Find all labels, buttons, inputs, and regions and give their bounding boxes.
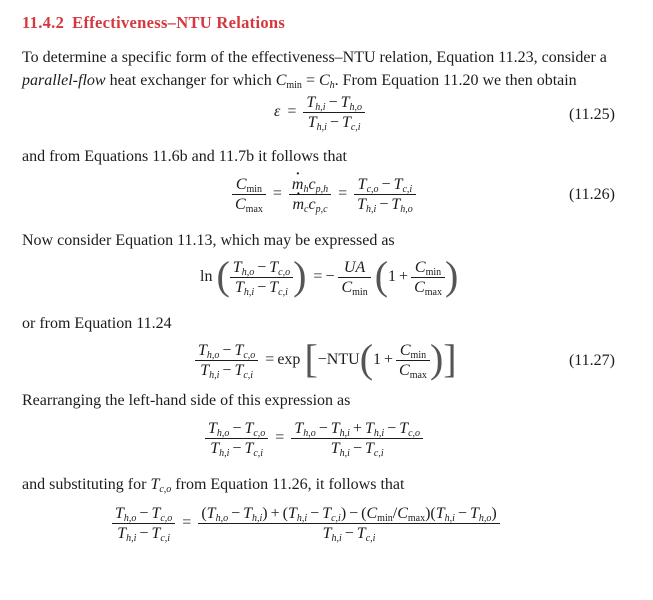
t-symbol: T (357, 176, 367, 193)
equals-sign: = (287, 103, 297, 121)
denominator (291, 439, 423, 458)
subscript: min (410, 350, 427, 361)
t-symbol: T (307, 114, 317, 131)
t-symbol: T (294, 420, 304, 437)
numerator (411, 258, 445, 278)
capacity-ratio-fraction (232, 175, 266, 214)
subscript: c,o (159, 484, 172, 495)
plus-sign: + (384, 351, 394, 369)
t-symbol: T (330, 420, 340, 437)
numerator (354, 175, 416, 195)
subscript: h,o (349, 102, 362, 113)
one: 1 (388, 268, 397, 286)
subscript: c,i (365, 533, 376, 544)
minus-sign: − (139, 525, 149, 542)
numerator (396, 341, 430, 361)
t-symbol: T (322, 525, 332, 542)
right-paren: ) (340, 505, 347, 522)
equals-sign: = (272, 185, 282, 203)
denominator (112, 524, 175, 543)
subscript: h,i (126, 533, 137, 544)
subscript: c,o (160, 513, 173, 524)
right-paren: ) (491, 505, 497, 522)
subscript: c,i (402, 184, 413, 195)
left-paren: ( (361, 505, 367, 522)
c-min-symbol: C (275, 72, 287, 89)
t-symbol: T (210, 440, 220, 457)
subscript: c,i (243, 370, 254, 381)
c-min-subscript: min (286, 80, 302, 91)
numerator (289, 175, 331, 195)
paragraph-intro (22, 46, 607, 92)
subscript: c,i (373, 448, 384, 459)
c-symbol: C (235, 176, 247, 193)
denominator (232, 195, 266, 214)
ua-symbol: UA (343, 259, 366, 276)
t-symbol: T (269, 259, 279, 276)
m-dot-symbol: · m (292, 176, 304, 193)
numerator (232, 175, 266, 195)
fraction (303, 93, 365, 132)
paragraph-equations-6b-7b: and from Equations 11.6b and 11.7b it follows that (22, 148, 347, 165)
c-symbol: c (308, 176, 316, 193)
subscript: c,o (408, 428, 421, 439)
subscript: h,i (315, 102, 326, 113)
minus-sign: − (352, 440, 362, 457)
temperature-fraction (354, 175, 416, 214)
intro-line-1: To determine a specific form of the effectiveness–NTU relation, Equation 11.23, consider a (22, 49, 607, 66)
left-paren: ( (216, 252, 230, 298)
subscript: c,o (366, 184, 379, 195)
right-paren: ) (262, 505, 268, 522)
right-bracket: ] (443, 335, 457, 381)
t-symbol: T (198, 342, 207, 359)
paragraph-rearranging: Rearranging the left-hand side of this expression as (22, 392, 351, 409)
t-symbol: T (435, 505, 445, 522)
subscript: max (424, 287, 442, 298)
temperature-ratio-fraction (230, 258, 293, 297)
one: 1 (373, 351, 382, 369)
minus-sign: − (457, 505, 467, 522)
c-symbol: c (308, 196, 316, 213)
c-symbol: C (235, 196, 246, 213)
subscript: min (425, 267, 442, 278)
m-dot-symbol: · m (292, 196, 304, 213)
t-symbol: T (340, 94, 350, 111)
t-symbol: T (206, 505, 216, 522)
numerator (303, 93, 365, 113)
subscript: h,i (366, 204, 377, 215)
t-symbol: T (234, 342, 244, 359)
subscript: h,o (216, 428, 230, 439)
temperature-ratio-fraction (112, 504, 175, 543)
equation-number-11-26: (11.26) (568, 186, 615, 203)
subscript: h,i (296, 513, 308, 524)
parallel-flow-term: parallel-flow (22, 72, 106, 89)
right-paren: ) (293, 252, 307, 298)
subscript: h,i (219, 448, 230, 459)
equals-sign: = (182, 514, 192, 532)
subscript: c,o (253, 428, 266, 439)
minus-sign: − (257, 259, 267, 276)
t-symbol: T (330, 440, 340, 457)
capacity-ratio-fraction (396, 341, 430, 380)
plus-sign: + (270, 505, 280, 522)
left-paren: ( (201, 505, 207, 522)
subscript: h,o (215, 513, 229, 524)
minus-sign: − (381, 176, 391, 193)
plus-sign: + (352, 420, 362, 437)
intro-text-end: . From Equation 11.20 we then obtain (334, 72, 577, 89)
c-symbol: C (366, 505, 378, 522)
intro-text: heat exchanger for which (105, 72, 276, 89)
t-symbol: T (150, 476, 160, 493)
t-symbol: T (469, 505, 479, 522)
subscript: h,i (339, 448, 350, 459)
left-paren: ( (374, 252, 389, 298)
c-symbol: C (414, 279, 425, 296)
equals-sign: = (313, 268, 323, 286)
denominator (303, 113, 365, 132)
subscript: h,o (478, 513, 492, 524)
subscript: h,o (400, 204, 413, 215)
subscript: h,o (241, 267, 255, 278)
t-symbol: T (235, 279, 244, 296)
subscript: h,i (339, 428, 350, 439)
subscript: c,i (253, 448, 264, 459)
c-h-symbol: C (318, 72, 330, 89)
t-symbol: T (117, 525, 127, 542)
equation-11-27 (195, 335, 457, 381)
t-symbol: T (269, 279, 279, 296)
t-symbol: T (151, 525, 161, 542)
temperature-ratio-fraction (195, 341, 258, 380)
ntu-symbol: NTU (326, 351, 360, 369)
equation-number-11-25: (11.25) (568, 106, 615, 123)
denominator (354, 195, 416, 214)
subscript: c,o (278, 267, 291, 278)
equals-sign: = (338, 185, 348, 203)
minus-sign: − (349, 505, 359, 522)
t-symbol: T (364, 440, 374, 457)
subscript: c (304, 204, 309, 215)
subscript: h,o (206, 350, 220, 361)
left-paren: ( (359, 335, 374, 381)
subscript: c,i (160, 533, 171, 544)
section-heading (22, 13, 285, 33)
t-symbol: T (115, 505, 124, 522)
subscript: min (246, 184, 263, 195)
equals-sign: = (265, 351, 275, 369)
t-symbol: T (234, 362, 244, 379)
left-paren: ( (282, 505, 288, 522)
subscript: c,o (243, 350, 256, 361)
subscript: h (303, 184, 309, 195)
section-number: 11.4.2 (22, 13, 65, 32)
mass-flow-fraction (289, 175, 331, 214)
ln-operator: ln (200, 268, 213, 286)
numerator (338, 258, 370, 278)
numerator (205, 419, 268, 439)
minus-sign: − (329, 114, 339, 131)
intro-line-2 (22, 69, 607, 92)
denominator (411, 278, 445, 297)
paragraph-substituting (22, 473, 404, 496)
t-symbol: T (232, 259, 242, 276)
subscript: p,c (315, 204, 328, 215)
subscript: min (377, 513, 393, 524)
t-symbol: T (393, 176, 403, 193)
equation-number-11-27: (11.27) (568, 352, 615, 369)
equals-sign: = (275, 429, 285, 447)
minus-sign: − (231, 505, 241, 522)
subscript: h,i (252, 513, 263, 524)
t-symbol: T (322, 505, 332, 522)
denominator (230, 278, 293, 297)
numerator (198, 504, 499, 524)
subscript: c,i (278, 287, 288, 298)
subscript: min (352, 287, 368, 298)
paragraph-equation-11-24: or from Equation 11.24 (22, 315, 172, 332)
right-paren: ) (425, 505, 431, 522)
subscript: h,o (303, 428, 316, 439)
t-symbol: T (391, 196, 401, 213)
subscript: max (409, 370, 427, 381)
minus-sign: − (232, 420, 242, 437)
equation-log-form (200, 252, 459, 298)
minus-sign: − (328, 94, 338, 111)
denominator (289, 195, 331, 214)
expanded-fraction (291, 419, 423, 458)
right-paren: ) (444, 252, 459, 298)
equals-sign: = (301, 72, 319, 89)
minus-sign: − (232, 440, 242, 457)
substituting-text-end: from Equation 11.26, it follows that (171, 476, 405, 493)
equation-rearranged (205, 419, 423, 458)
t-symbol: T (287, 505, 297, 522)
subscript: p,h (315, 184, 329, 195)
capacity-ratio-fraction (411, 258, 445, 297)
t-symbol: T (357, 196, 367, 213)
subscript: h,i (209, 370, 220, 381)
minus-sign: − (257, 279, 267, 296)
equation-11-26 (232, 175, 416, 214)
subscript: max (245, 204, 263, 215)
subscript: h,i (373, 428, 385, 439)
t-symbol: T (243, 505, 252, 522)
minus-sign: − (139, 505, 149, 522)
minus-sign: − (379, 196, 389, 213)
numerator (112, 504, 175, 524)
t-symbol: T (208, 420, 217, 437)
numerator (230, 258, 293, 278)
subscript: h,o (123, 513, 137, 524)
denominator (198, 524, 499, 543)
c-symbol: C (414, 259, 426, 276)
substituting-text: and substituting for (22, 476, 151, 493)
plus-sign: + (399, 268, 409, 286)
c-symbol: C (341, 279, 353, 296)
t-symbol: T (200, 362, 210, 379)
t-symbol: T (356, 525, 366, 542)
denominator (205, 439, 268, 458)
t-symbol: T (244, 420, 254, 437)
subscript: h,i (331, 533, 342, 544)
epsilon-symbol: ε (274, 103, 281, 121)
right-paren: ) (429, 335, 444, 381)
subscript: c,i (331, 513, 341, 524)
substituted-fraction (198, 504, 499, 543)
c-symbol: C (399, 362, 410, 379)
minus-sign: − (310, 505, 320, 522)
denominator (338, 278, 370, 297)
minus-sign: − (222, 342, 232, 359)
t-symbol: T (399, 420, 409, 437)
minus-sign: − (387, 420, 397, 437)
minus-sign: − (222, 362, 232, 379)
subscript: c,i (350, 122, 361, 133)
t-symbol: T (306, 94, 316, 111)
numerator (291, 419, 423, 439)
minus-sign: − (344, 525, 354, 542)
paragraph-equation-11-13: Now consider Equation 11.13, which may be expressed as (22, 232, 395, 249)
section-title: Effectiveness–NTU Relations (72, 13, 286, 32)
left-bracket: [ (304, 335, 318, 381)
minus-sign: − (318, 420, 328, 437)
c-h-subscript: h (329, 80, 335, 91)
denominator (396, 361, 430, 380)
c-symbol: C (399, 342, 411, 359)
minus-sign: − (325, 268, 335, 286)
denominator (195, 361, 258, 380)
equation-substituted (112, 504, 500, 543)
t-symbol: T (151, 505, 161, 522)
t-symbol: T (341, 114, 351, 131)
subscript: h,i (243, 287, 255, 298)
slash: / (392, 505, 398, 522)
c-symbol: C (397, 505, 408, 522)
t-symbol: T (364, 420, 374, 437)
numerator (195, 341, 258, 361)
exp-operator: exp (277, 351, 301, 369)
left-paren: ( (430, 505, 436, 522)
subscript: h,i (316, 122, 327, 133)
equation-11-25 (274, 93, 365, 132)
temperature-ratio-fraction (205, 419, 268, 458)
minus-sign: − (317, 351, 327, 369)
t-symbol: T (244, 440, 254, 457)
subscript: h,i (444, 513, 455, 524)
subscript: max (407, 513, 426, 524)
ua-over-cmin-fraction (338, 258, 370, 297)
